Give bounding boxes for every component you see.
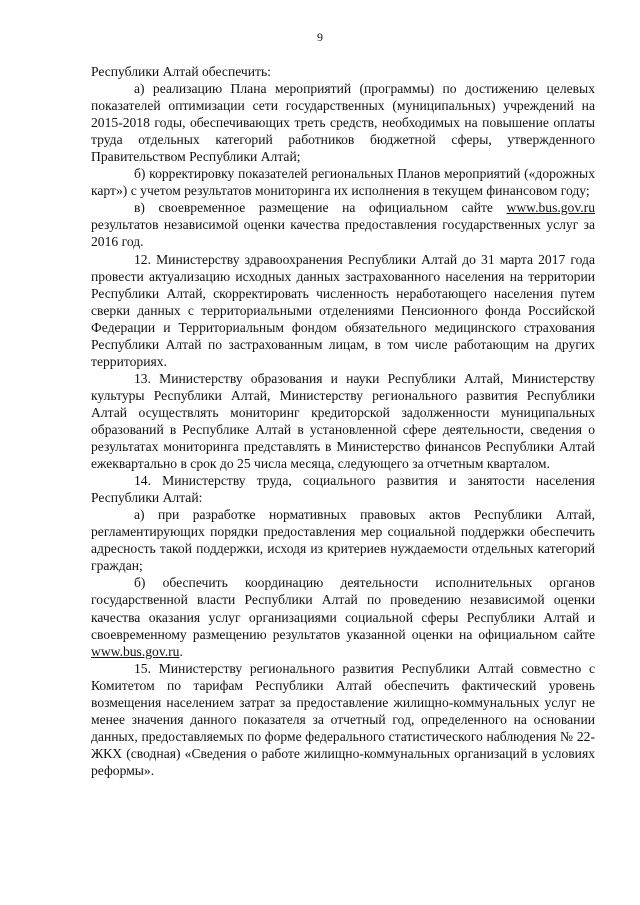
paragraph-text: . bbox=[179, 643, 183, 659]
bus-gov-link[interactable]: www.bus.gov.ru bbox=[91, 643, 180, 659]
paragraph-text: результатов независимой оценки качества предоставления государственных услуг за 2016 год. bbox=[91, 217, 595, 250]
paragraph-12: 12. Министерству здравоохранения Республики Алтай до 31 марта 2017 года провести актуализацию исходных данных застрахованного населения на территории Республики Алтай, скорректировать численность неработающего населения путем сверки данных с территориальными отделениями Пенсионного фонда Российской Федерации и Территориальным фондом обязательного медицинского страхования Республики Алтай по застрахованным лицам, в том числе работающим на других территориях. bbox=[91, 251, 595, 369]
paragraph-item-a: а) реализацию Плана мероприятий (программы) по достижению целевых показателей оптимизации сети государственных (муниципальных) учреждений на 2015-2018 годы, обеспечивающих треть средств, необходимых на повышение оплаты труда отдельных категорий работников бюджетной сферы, утвержденного Правительством Республики Алтай; bbox=[91, 81, 595, 165]
bus-gov-link[interactable]: www.bus.gov.ru bbox=[506, 200, 595, 216]
paragraph-15: 15. Министерству регионального развития Республики Алтай совместно с Комитетом по тарифам Республики Алтай обеспечить фактический уровень возмещения населением затрат за предоставление жилищно-коммунальных услуг не менее значения данного показателя за отчетный год, определенного на основании данных, предоставляемых по форме федерального статистического наблюдения № 22-ЖКХ (сводная) «Сведения о работе жилищно-коммунальных организаций в условиях реформы». bbox=[91, 660, 595, 778]
document-body bbox=[91, 63, 595, 779]
paragraph-14-item-a: а) при разработке нормативных правовых актов Республики Алтай, регламентирующих порядки предоставления мер социальной поддержки обеспечить адресность такой поддержки, исходя из критериев нуждаемости отдельных категорий граждан; bbox=[91, 507, 595, 574]
paragraph-text: в) своевременное размещение на официальном сайте bbox=[134, 200, 507, 216]
paragraph-13: 13. Министерству образования и науки Республики Алтай, Министерству культуры Республики Алтай, Министерству регионального развития Республики Алтай осуществлять мониторинг кредиторской задолженности муниципальных образований в Республике Алтай в установленной сфере деятельности, сведения о результатах мониторинга представлять в Министерство финансов Республики Алтай ежеквартально в срок до 25 числа месяца, следующего за отчетным кварталом. bbox=[91, 370, 595, 472]
paragraph-14-item-b bbox=[91, 574, 595, 659]
paragraph-item-v bbox=[91, 199, 595, 250]
page-number: 9 bbox=[317, 30, 323, 44]
paragraph-item-b: б) корректировку показателей региональных Планов мероприятий («дорожных карт») с учетом результатов мониторинга их исполнения в текущем финансовом году; bbox=[91, 166, 595, 199]
paragraph-continuation: Республики Алтай обеспечить: bbox=[91, 64, 271, 79]
paragraph-14: 14. Министерству труда, социального развития и занятости населения Республики Алтай: bbox=[91, 473, 595, 506]
paragraph-text: б) обеспечить координацию деятельности исполнительных органов государственной власти Республики Алтай по проведению независимой оценки качества оказания услуг организациями социальной сферы Республики Алтай и своевременному размещению результатов указанной оценки на официальном сайте bbox=[91, 575, 595, 642]
